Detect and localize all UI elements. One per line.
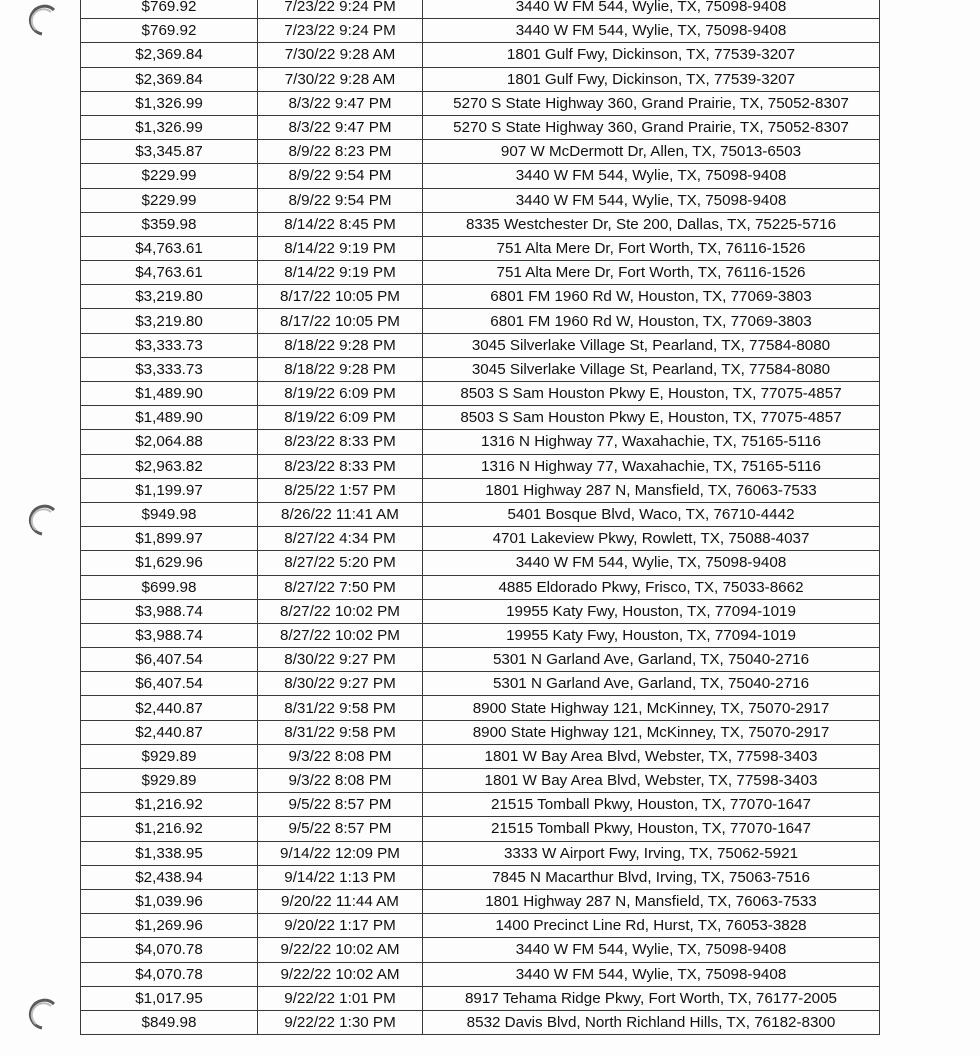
- table-row: [81, 285, 880, 309]
- table-row: [81, 1010, 880, 1034]
- amount-cell: $849.98: [81, 1010, 258, 1034]
- table-row: [81, 527, 880, 551]
- datetime-cell: 8/27/22 10:02 PM: [258, 623, 423, 647]
- table-row: [81, 236, 880, 260]
- address-cell: 4885 Eldorado Pkwy, Frisco, TX, 75033-8662: [423, 575, 880, 599]
- amount-cell: $4,070.78: [81, 962, 258, 986]
- amount-cell: $6,407.54: [81, 672, 258, 696]
- datetime-cell: 7/23/22 9:24 PM: [258, 19, 423, 43]
- address-cell: 4701 Lakeview Pkwy, Rowlett, TX, 75088-4037: [423, 527, 880, 551]
- datetime-cell: 9/3/22 8:08 PM: [258, 769, 423, 793]
- amount-cell: $1,199.97: [81, 478, 258, 502]
- amount-cell: $1,338.95: [81, 841, 258, 865]
- address-cell: 1801 W Bay Area Blvd, Webster, TX, 77598-3403: [423, 769, 880, 793]
- datetime-cell: 9/22/22 1:01 PM: [258, 986, 423, 1010]
- datetime-cell: 8/23/22 8:33 PM: [258, 430, 423, 454]
- amount-cell: $2,963.82: [81, 454, 258, 478]
- datetime-cell: 9/22/22 10:02 AM: [258, 962, 423, 986]
- address-cell: 3045 Silverlake Village St, Pearland, TX, 77584-8080: [423, 357, 880, 381]
- amount-cell: $3,988.74: [81, 623, 258, 647]
- address-cell: 5270 S State Highway 360, Grand Prairie, TX, 75052-8307: [423, 91, 880, 115]
- address-cell: 8503 S Sam Houston Pkwy E, Houston, TX, 77075-4857: [423, 382, 880, 406]
- datetime-cell: 8/30/22 9:27 PM: [258, 648, 423, 672]
- table-row: [81, 648, 880, 672]
- datetime-cell: 8/27/22 7:50 PM: [258, 575, 423, 599]
- table-row: [81, 986, 880, 1010]
- table-row: [81, 672, 880, 696]
- datetime-cell: 7/30/22 9:28 AM: [258, 43, 423, 67]
- address-cell: 5401 Bosque Blvd, Waco, TX, 76710-4442: [423, 502, 880, 526]
- datetime-cell: 8/19/22 6:09 PM: [258, 382, 423, 406]
- table-row: [81, 0, 880, 19]
- table-row: [81, 188, 880, 212]
- datetime-cell: 8/31/22 9:58 PM: [258, 720, 423, 744]
- table-row: [81, 309, 880, 333]
- address-cell: 1801 Gulf Fwy, Dickinson, TX, 77539-3207: [423, 43, 880, 67]
- table-row: [81, 793, 880, 817]
- datetime-cell: 9/5/22 8:57 PM: [258, 817, 423, 841]
- datetime-cell: 7/23/22 9:24 PM: [258, 0, 423, 19]
- address-cell: 8900 State Highway 121, McKinney, TX, 75070-2917: [423, 720, 880, 744]
- address-cell: 1316 N Highway 77, Waxahachie, TX, 75165-5116: [423, 430, 880, 454]
- table-row: [81, 140, 880, 164]
- table-row: [81, 406, 880, 430]
- table-row: [81, 478, 880, 502]
- address-cell: 8532 Davis Blvd, North Richland Hills, TX, 76182-8300: [423, 1010, 880, 1034]
- address-cell: 3333 W Airport Fwy, Irving, TX, 75062-5921: [423, 841, 880, 865]
- address-cell: 1400 Precinct Line Rd, Hurst, TX, 76053-3828: [423, 914, 880, 938]
- amount-cell: $359.98: [81, 212, 258, 236]
- transactions-table-body: [81, 0, 880, 1035]
- table-row: [81, 817, 880, 841]
- datetime-cell: 8/23/22 8:33 PM: [258, 454, 423, 478]
- address-cell: 6801 FM 1960 Rd W, Houston, TX, 77069-3803: [423, 285, 880, 309]
- datetime-cell: 8/9/22 9:54 PM: [258, 188, 423, 212]
- datetime-cell: 8/25/22 1:57 PM: [258, 478, 423, 502]
- datetime-cell: 8/14/22 9:19 PM: [258, 261, 423, 285]
- table-row: [81, 865, 880, 889]
- datetime-cell: 8/27/22 10:02 PM: [258, 599, 423, 623]
- amount-cell: $1,216.92: [81, 817, 258, 841]
- amount-cell: $1,326.99: [81, 115, 258, 139]
- amount-cell: $769.92: [81, 0, 258, 19]
- amount-cell: $1,326.99: [81, 91, 258, 115]
- amount-cell: $2,064.88: [81, 430, 258, 454]
- address-cell: 8335 Westchester Dr, Ste 200, Dallas, TX, 75225-5716: [423, 212, 880, 236]
- address-cell: 3440 W FM 544, Wylie, TX, 75098-9408: [423, 0, 880, 19]
- amount-cell: $3,333.73: [81, 357, 258, 381]
- amount-cell: $1,629.96: [81, 551, 258, 575]
- table-row: [81, 914, 880, 938]
- table-row: [81, 575, 880, 599]
- table-row: [81, 212, 880, 236]
- address-cell: 3440 W FM 544, Wylie, TX, 75098-9408: [423, 19, 880, 43]
- datetime-cell: 9/22/22 10:02 AM: [258, 938, 423, 962]
- address-cell: 3045 Silverlake Village St, Pearland, TX, 77584-8080: [423, 333, 880, 357]
- datetime-cell: 9/5/22 8:57 PM: [258, 793, 423, 817]
- datetime-cell: 8/14/22 8:45 PM: [258, 212, 423, 236]
- address-cell: 1801 Highway 287 N, Mansfield, TX, 76063-7533: [423, 478, 880, 502]
- amount-cell: $229.99: [81, 188, 258, 212]
- datetime-cell: 9/20/22 1:17 PM: [258, 914, 423, 938]
- datetime-cell: 7/30/22 9:28 AM: [258, 67, 423, 91]
- datetime-cell: 8/26/22 11:41 AM: [258, 502, 423, 526]
- table-row: [81, 454, 880, 478]
- datetime-cell: 8/19/22 6:09 PM: [258, 406, 423, 430]
- amount-cell: $6,407.54: [81, 648, 258, 672]
- address-cell: 1801 Gulf Fwy, Dickinson, TX, 77539-3207: [423, 67, 880, 91]
- table-row: [81, 164, 880, 188]
- datetime-cell: 9/3/22 8:08 PM: [258, 744, 423, 768]
- datetime-cell: 8/30/22 9:27 PM: [258, 672, 423, 696]
- table-row: [81, 67, 880, 91]
- punch-hole-icon: [24, 996, 60, 1032]
- address-cell: 6801 FM 1960 Rd W, Houston, TX, 77069-3803: [423, 309, 880, 333]
- amount-cell: $1,899.97: [81, 527, 258, 551]
- transactions-table: [80, 0, 880, 1035]
- table-row: [81, 962, 880, 986]
- amount-cell: $3,219.80: [81, 285, 258, 309]
- address-cell: 1316 N Highway 77, Waxahachie, TX, 75165-5116: [423, 454, 880, 478]
- datetime-cell: 8/14/22 9:19 PM: [258, 236, 423, 260]
- table-row: [81, 43, 880, 67]
- amount-cell: $2,438.94: [81, 865, 258, 889]
- table-row: [81, 696, 880, 720]
- table-row: [81, 19, 880, 43]
- table-row: [81, 357, 880, 381]
- address-cell: 21515 Tomball Pkwy, Houston, TX, 77070-1647: [423, 817, 880, 841]
- table-row: [81, 938, 880, 962]
- amount-cell: $1,017.95: [81, 986, 258, 1010]
- address-cell: 7845 N Macarthur Blvd, Irving, TX, 75063-7516: [423, 865, 880, 889]
- datetime-cell: 9/14/22 1:13 PM: [258, 865, 423, 889]
- amount-cell: $1,216.92: [81, 793, 258, 817]
- amount-cell: $3,988.74: [81, 599, 258, 623]
- datetime-cell: 9/14/22 12:09 PM: [258, 841, 423, 865]
- address-cell: 3440 W FM 544, Wylie, TX, 75098-9408: [423, 938, 880, 962]
- table-row: [81, 599, 880, 623]
- amount-cell: $1,269.96: [81, 914, 258, 938]
- datetime-cell: 8/3/22 9:47 PM: [258, 91, 423, 115]
- amount-cell: $3,333.73: [81, 333, 258, 357]
- datetime-cell: 8/18/22 9:28 PM: [258, 333, 423, 357]
- amount-cell: $1,489.90: [81, 406, 258, 430]
- amount-cell: $2,440.87: [81, 720, 258, 744]
- address-cell: 3440 W FM 544, Wylie, TX, 75098-9408: [423, 551, 880, 575]
- amount-cell: $3,345.87: [81, 140, 258, 164]
- address-cell: 1801 W Bay Area Blvd, Webster, TX, 77598-3403: [423, 744, 880, 768]
- datetime-cell: 8/17/22 10:05 PM: [258, 309, 423, 333]
- address-cell: 8900 State Highway 121, McKinney, TX, 75070-2917: [423, 696, 880, 720]
- amount-cell: $2,369.84: [81, 43, 258, 67]
- table-row: [81, 841, 880, 865]
- table-row: [81, 382, 880, 406]
- datetime-cell: 8/3/22 9:47 PM: [258, 115, 423, 139]
- table-row: [81, 430, 880, 454]
- amount-cell: $929.89: [81, 769, 258, 793]
- amount-cell: $1,039.96: [81, 889, 258, 913]
- address-cell: 1801 Highway 287 N, Mansfield, TX, 76063-7533: [423, 889, 880, 913]
- table-row: [81, 333, 880, 357]
- address-cell: 5301 N Garland Ave, Garland, TX, 75040-2716: [423, 672, 880, 696]
- address-cell: 3440 W FM 544, Wylie, TX, 75098-9408: [423, 962, 880, 986]
- table-row: [81, 744, 880, 768]
- address-cell: 751 Alta Mere Dr, Fort Worth, TX, 76116-1526: [423, 236, 880, 260]
- datetime-cell: 8/27/22 4:34 PM: [258, 527, 423, 551]
- table-row: [81, 889, 880, 913]
- amount-cell: $4,763.61: [81, 236, 258, 260]
- amount-cell: $229.99: [81, 164, 258, 188]
- address-cell: 19955 Katy Fwy, Houston, TX, 77094-1019: [423, 599, 880, 623]
- amount-cell: $1,489.90: [81, 382, 258, 406]
- amount-cell: $929.89: [81, 744, 258, 768]
- datetime-cell: 9/22/22 1:30 PM: [258, 1010, 423, 1034]
- address-cell: 8503 S Sam Houston Pkwy E, Houston, TX, 77075-4857: [423, 406, 880, 430]
- table-row: [81, 502, 880, 526]
- address-cell: 5301 N Garland Ave, Garland, TX, 75040-2716: [423, 648, 880, 672]
- address-cell: 21515 Tomball Pkwy, Houston, TX, 77070-1647: [423, 793, 880, 817]
- datetime-cell: 8/18/22 9:28 PM: [258, 357, 423, 381]
- punch-hole-icon: [24, 2, 60, 38]
- datetime-cell: 8/17/22 10:05 PM: [258, 285, 423, 309]
- table-row: [81, 769, 880, 793]
- amount-cell: $3,219.80: [81, 309, 258, 333]
- datetime-cell: 8/27/22 5:20 PM: [258, 551, 423, 575]
- amount-cell: $949.98: [81, 502, 258, 526]
- datetime-cell: 8/31/22 9:58 PM: [258, 696, 423, 720]
- address-cell: 751 Alta Mere Dr, Fort Worth, TX, 76116-1526: [423, 261, 880, 285]
- amount-cell: $4,763.61: [81, 261, 258, 285]
- address-cell: 19955 Katy Fwy, Houston, TX, 77094-1019: [423, 623, 880, 647]
- address-cell: 3440 W FM 544, Wylie, TX, 75098-9408: [423, 164, 880, 188]
- datetime-cell: 9/20/22 11:44 AM: [258, 889, 423, 913]
- amount-cell: $699.98: [81, 575, 258, 599]
- table-row: [81, 115, 880, 139]
- address-cell: 3440 W FM 544, Wylie, TX, 75098-9408: [423, 188, 880, 212]
- table-row: [81, 720, 880, 744]
- amount-cell: $2,369.84: [81, 67, 258, 91]
- datetime-cell: 8/9/22 8:23 PM: [258, 140, 423, 164]
- amount-cell: $769.92: [81, 19, 258, 43]
- amount-cell: $2,440.87: [81, 696, 258, 720]
- table-row: [81, 261, 880, 285]
- table-row: [81, 623, 880, 647]
- datetime-cell: 8/9/22 9:54 PM: [258, 164, 423, 188]
- amount-cell: $4,070.78: [81, 938, 258, 962]
- address-cell: 8917 Tehama Ridge Pkwy, Fort Worth, TX, 76177-2005: [423, 986, 880, 1010]
- address-cell: 5270 S State Highway 360, Grand Prairie, TX, 75052-8307: [423, 115, 880, 139]
- address-cell: 907 W McDermott Dr, Allen, TX, 75013-6503: [423, 140, 880, 164]
- punch-hole-icon: [24, 502, 60, 538]
- table-row: [81, 91, 880, 115]
- table-row: [81, 551, 880, 575]
